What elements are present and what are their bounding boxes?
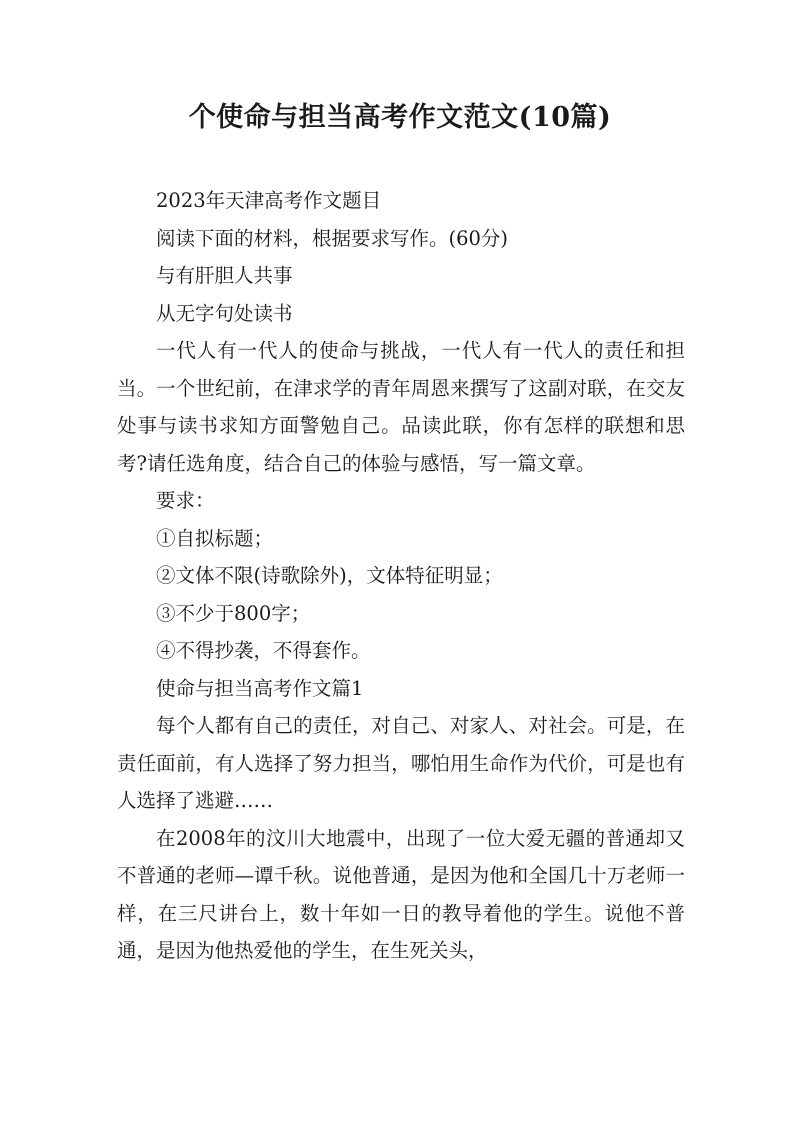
- paragraph: 一代人有一代人的使命与挑战，一代人有一代人的责任和担当。一个世纪前，在津求学的青年周恩来撰写了这副对联，在交友处事与读书求知方面警勉自己。品读此联，你有怎样的联想和思考?请任选角度，结合自己的体验与感悟，写一篇文章。: [117, 339, 685, 475]
- paragraph: 每个人都有自己的责任，对自己、对家人、对社会。可是，在责任面前，有人选择了努力担当，哪怕用生命作为代价，可是也有人选择了逃避……: [117, 714, 685, 812]
- paragraph: ②文体不限(诗歌除外)，文体特征明显；: [156, 564, 503, 587]
- paragraph: 2023年天津高考作文题目: [156, 189, 382, 212]
- paragraph: 要求：: [156, 489, 215, 512]
- paragraph: ④不得抄袭，不得套作。: [156, 639, 371, 662]
- paragraph: 在2008年的汶川大地震中，出现了一位大爱无疆的普通却又不普通的老师—谭千秋。说他普通，是因为他和全国几十万老师一样，在三尺讲台上，数十年如一日的教导着他的学生。说他不普通，是因为他热爱他的学生，在生死关头，: [117, 826, 685, 962]
- document-body: [117, 182, 685, 970]
- paragraph: 与有肝胆人共事: [156, 264, 293, 287]
- paragraph: ③不少于800字；: [156, 601, 311, 625]
- paragraph: 使命与担当高考作文篇1: [156, 676, 364, 700]
- paragraph: 从无字句处读书: [156, 301, 293, 325]
- document-title: 个使命与担当高考作文范文(10篇): [188, 102, 612, 133]
- paragraph: ①自拟标题；: [156, 526, 274, 550]
- paragraph: 阅读下面的材料，根据要求写作。(60分): [156, 226, 509, 250]
